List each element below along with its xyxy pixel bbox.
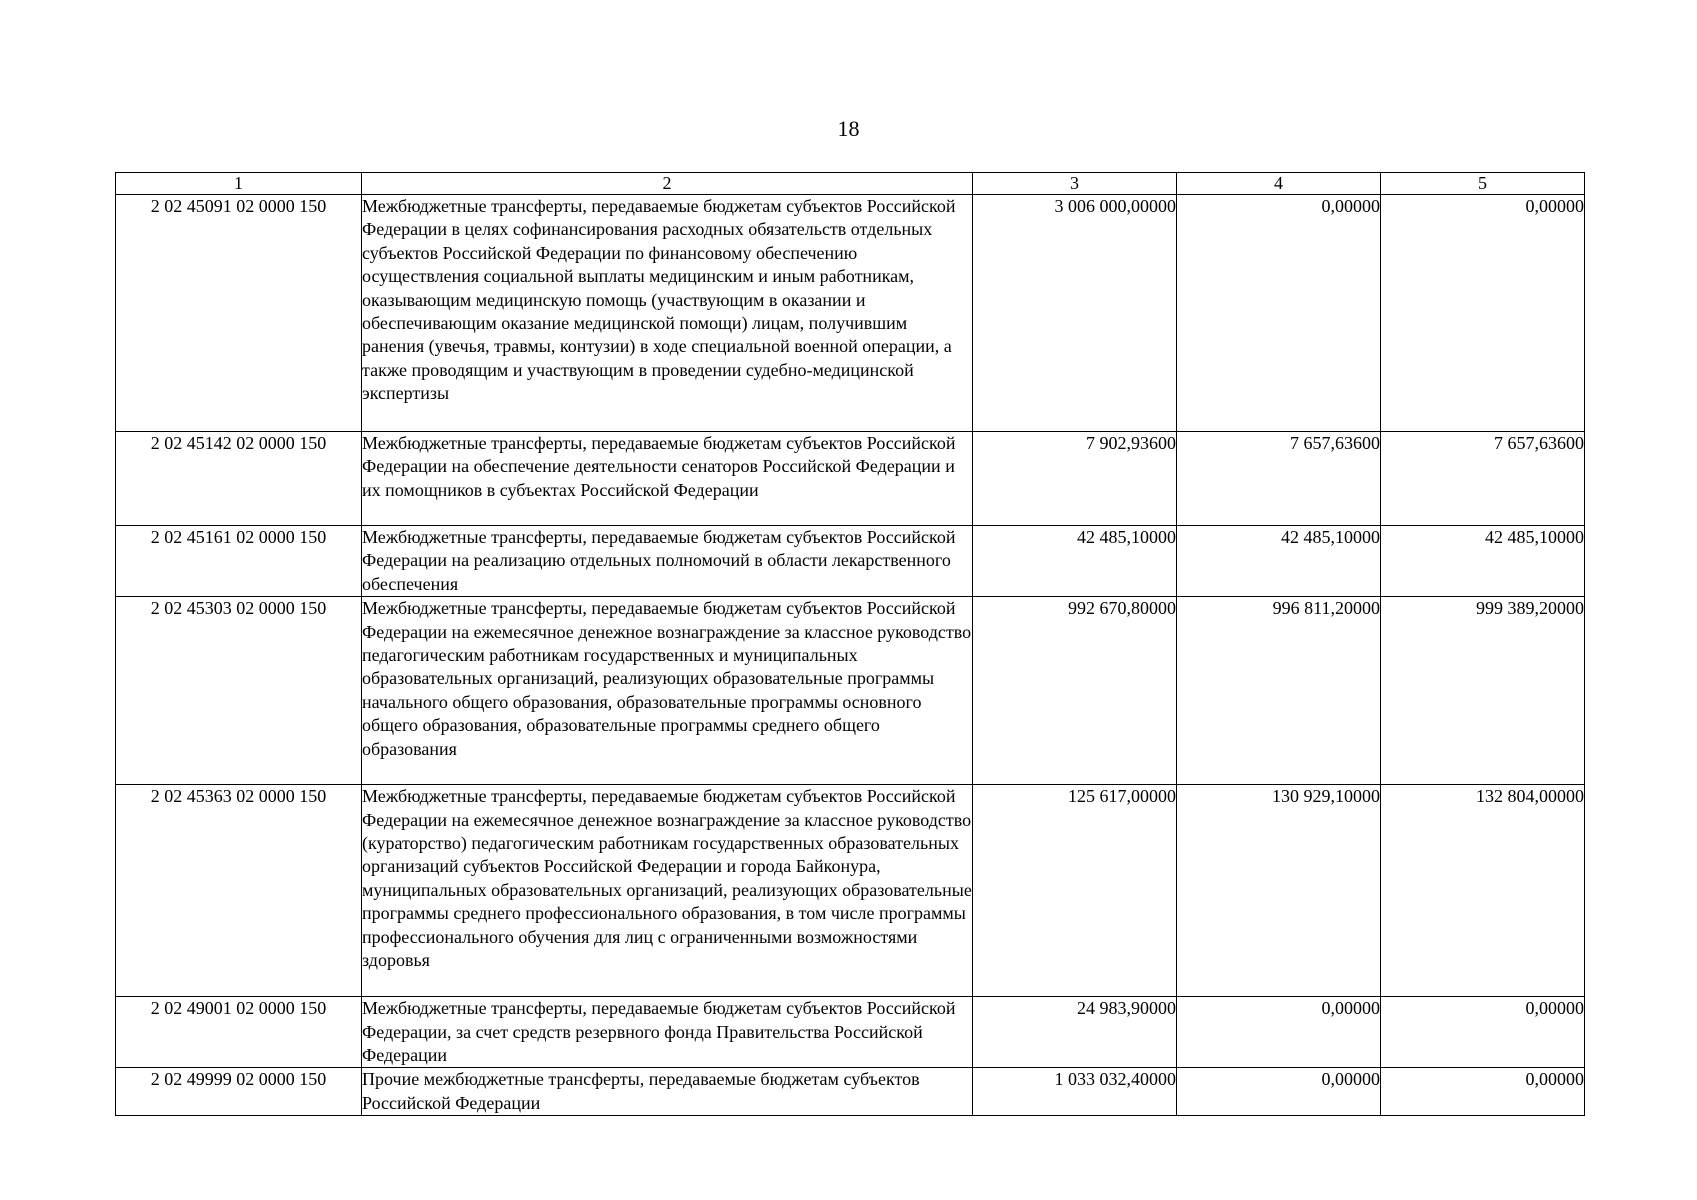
budget-code: 2 02 45363 02 0000 150 <box>116 785 362 997</box>
column-header-1: 1 <box>116 173 362 195</box>
column-header-2: 2 <box>362 173 973 195</box>
value-col-3: 3 006 000,00000 <box>973 195 1177 432</box>
value-col-4: 7 657,63600 <box>1177 432 1381 526</box>
table-row <box>116 195 1585 432</box>
budget-code: 2 02 45161 02 0000 150 <box>116 526 362 597</box>
value-col-5: 0,00000 <box>1381 195 1585 432</box>
table-row <box>116 1068 1585 1116</box>
value-col-3: 7 902,93600 <box>973 432 1177 526</box>
value-col-4: 130 929,10000 <box>1177 785 1381 997</box>
table-row <box>116 432 1585 526</box>
row-description: Межбюджетные трансферты, передаваемые бюджетам субъектов Российской Федерации на реализацию отдельных полномочий в области лекарственного обеспечения <box>362 526 973 597</box>
table-row <box>116 597 1585 785</box>
budget-code: 2 02 45091 02 0000 150 <box>116 195 362 432</box>
value-col-4: 996 811,20000 <box>1177 597 1381 785</box>
budget-table <box>115 172 1585 1116</box>
row-description: Межбюджетные трансферты, передаваемые бюджетам субъектов Российской Федерации в целях софинансирования расходных обязательств отдельных субъектов Российской Федерации по финансовому обеспечению осуществления социальной выплаты медицинским и иным работникам, оказывающим медицинскую помощь (участвующим в оказании и обеспечивающим оказание медицинской помощи) лицам, получившим ранения (увечья, травмы, контузии) в ходе специальной военной операции, а также проводящим и участвующим в проведении судебно-медицинской экспертизы <box>362 195 973 432</box>
value-col-3: 42 485,10000 <box>973 526 1177 597</box>
value-col-5: 0,00000 <box>1381 1068 1585 1116</box>
value-col-5: 7 657,63600 <box>1381 432 1585 526</box>
row-description: Прочие межбюджетные трансферты, передаваемые бюджетам субъектов Российской Федерации <box>362 1068 973 1116</box>
value-col-4: 0,00000 <box>1177 195 1381 432</box>
budget-code: 2 02 45303 02 0000 150 <box>116 597 362 785</box>
table-row <box>116 785 1585 997</box>
page-number: 18 <box>837 116 860 141</box>
row-description: Межбюджетные трансферты, передаваемые бюджетам субъектов Российской Федерации на ежемесячное денежное вознаграждение за классное руководство педагогическим работникам государственных и муниципальных образовательных организаций, реализующих образовательные программы начального общего образования, образовательные программы основного общего образования, образовательные программы среднего общего образования <box>362 597 973 785</box>
row-description: Межбюджетные трансферты, передаваемые бюджетам субъектов Российской Федерации на ежемесячное денежное вознаграждение за классное руководство (кураторство) педагогическим работникам государственных образовательных организаций субъектов Российской Федерации и города Байконура, муниципальных образовательных организаций, реализующих образовательные программы среднего профессионального образования, в том числе программы профессионального обучения для лиц с ограниченными возможностями здоровья <box>362 785 973 997</box>
column-header-4: 4 <box>1177 173 1381 195</box>
value-col-3: 125 617,00000 <box>973 785 1177 997</box>
value-col-4: 0,00000 <box>1177 997 1381 1068</box>
table-row <box>116 997 1585 1068</box>
value-col-5: 132 804,00000 <box>1381 785 1585 997</box>
value-col-3: 992 670,80000 <box>973 597 1177 785</box>
column-header-3: 3 <box>973 173 1177 195</box>
value-col-4: 0,00000 <box>1177 1068 1381 1116</box>
value-col-3: 24 983,90000 <box>973 997 1177 1068</box>
budget-code: 2 02 49001 02 0000 150 <box>116 997 362 1068</box>
value-col-5: 42 485,10000 <box>1381 526 1585 597</box>
value-col-4: 42 485,10000 <box>1177 526 1381 597</box>
budget-code: 2 02 45142 02 0000 150 <box>116 432 362 526</box>
table-row <box>116 526 1585 597</box>
row-description: Межбюджетные трансферты, передаваемые бюджетам субъектов Российской Федерации на обеспечение деятельности сенаторов Российской Федерации и их помощников в субъектах Российской Федерации <box>362 432 973 526</box>
budget-code: 2 02 49999 02 0000 150 <box>116 1068 362 1116</box>
value-col-5: 999 389,20000 <box>1381 597 1585 785</box>
table-header-row <box>116 173 1585 195</box>
value-col-3: 1 033 032,40000 <box>973 1068 1177 1116</box>
value-col-5: 0,00000 <box>1381 997 1585 1068</box>
row-description: Межбюджетные трансферты, передаваемые бюджетам субъектов Российской Федерации, за счет средств резервного фонда Правительства Российской Федерации <box>362 997 973 1068</box>
column-header-5: 5 <box>1381 173 1585 195</box>
